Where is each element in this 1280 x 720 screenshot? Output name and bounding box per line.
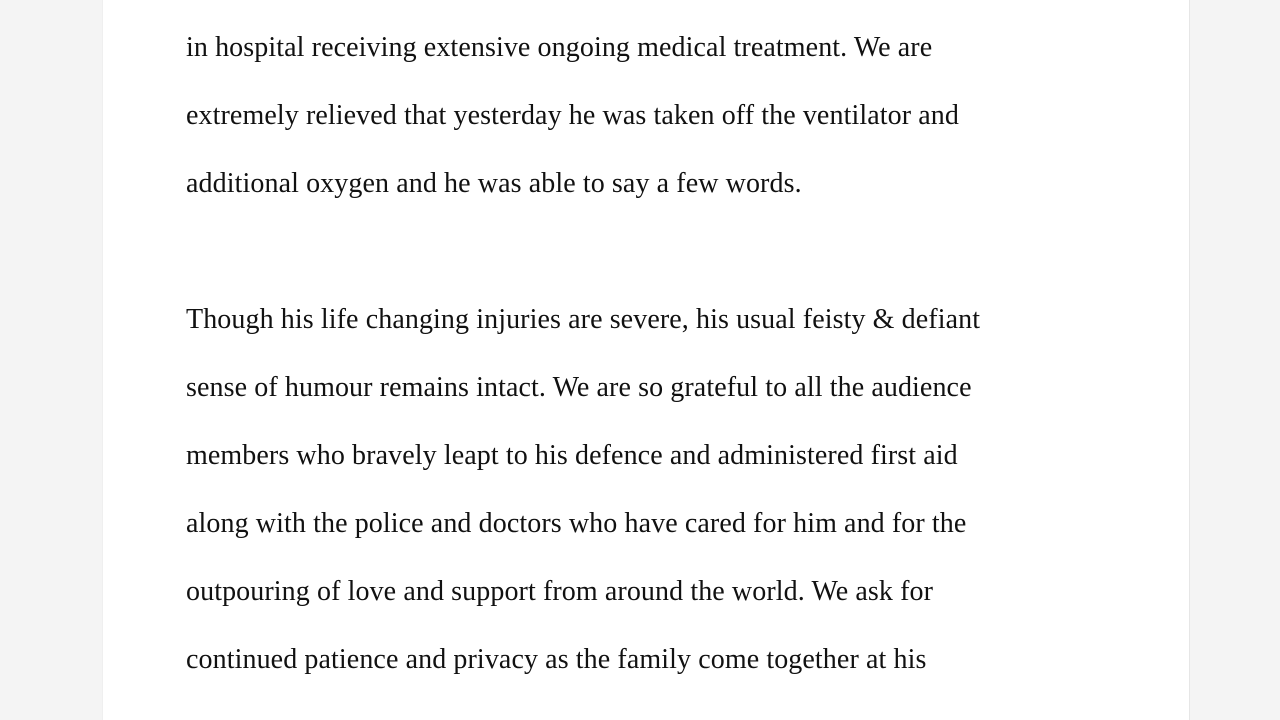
text-line: Though his life changing injuries are severe, his usual feisty & defiant xyxy=(186,304,981,335)
text-line: additional oxygen and he was able to say a few words. xyxy=(186,168,802,199)
text-line: in hospital receiving extensive ongoing medical treatment. We are xyxy=(186,32,933,63)
paragraph-1 xyxy=(186,24,1146,228)
text-line: continued patience and privacy as the family come together at his xyxy=(186,644,927,675)
text-line: sense of humour remains intact. We are so grateful to all the audience xyxy=(186,372,972,403)
document-page xyxy=(102,0,1190,720)
text-line: outpouring of love and support from around the world. We ask for xyxy=(186,576,934,607)
text-line: along with the police and doctors who have cared for him and for the xyxy=(186,508,967,539)
paragraph-spacer xyxy=(186,228,1146,296)
document-body xyxy=(186,24,1146,704)
text-line: extremely relieved that yesterday he was taken off the ventilator and xyxy=(186,100,959,131)
paragraph-2 xyxy=(186,296,1146,704)
text-line: members who bravely leapt to his defence and administered first aid xyxy=(186,440,958,471)
